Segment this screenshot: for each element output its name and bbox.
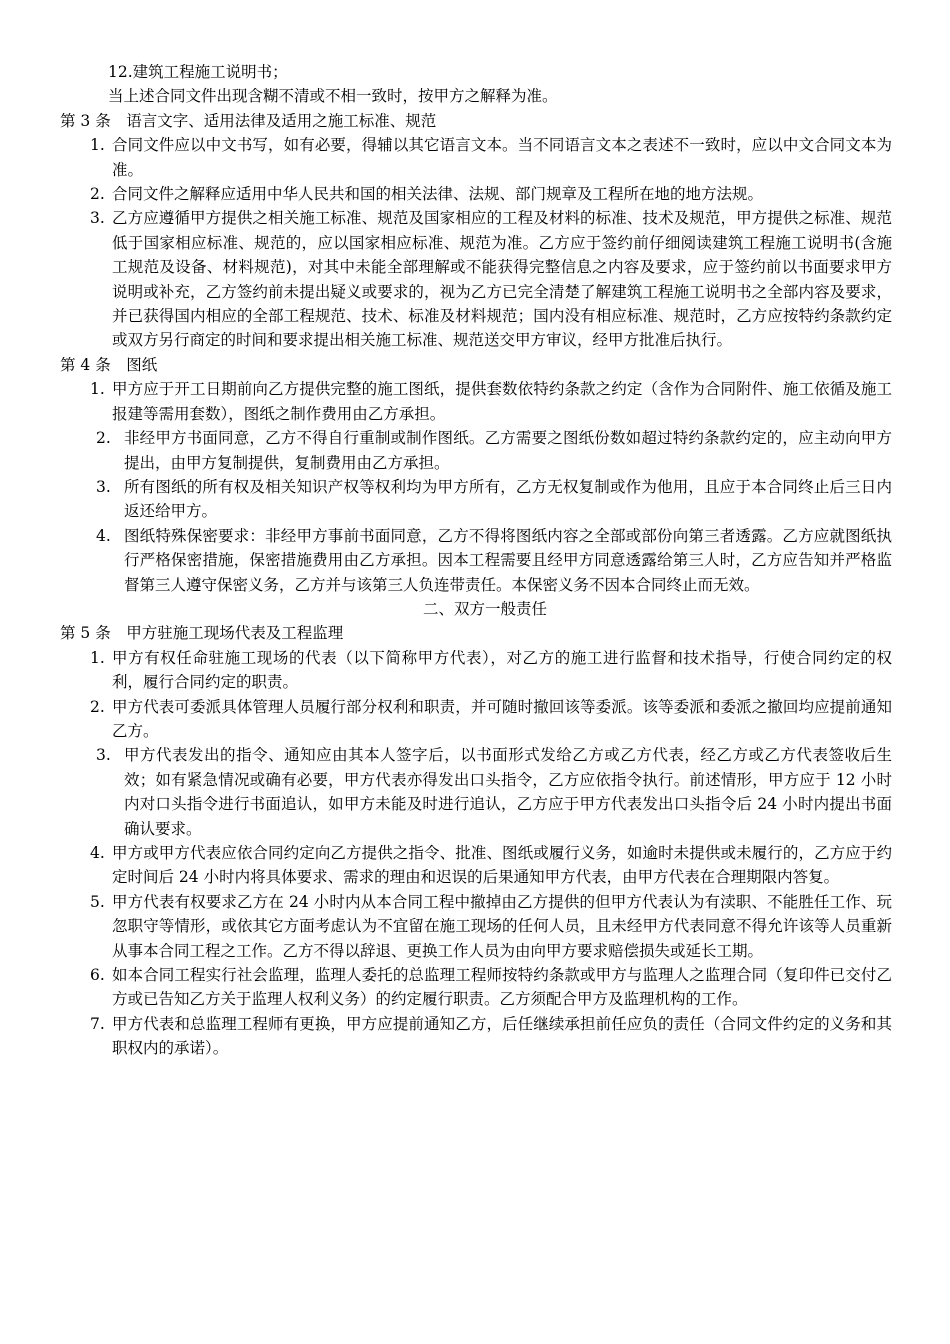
list-item bbox=[0, 133, 950, 182]
item-text: 甲方或甲方代表应依合同约定向乙方提供之指令、批准、图纸或履行义务，如逾时未提供或未履行的，乙方应于约定时间后 24 小时内将具体要求、需求的理由和迟误的后果通知甲方代表，由甲方代表在合理期限内答复。 bbox=[112, 844, 892, 887]
item-number: 2. bbox=[96, 429, 111, 448]
preamble-line: 当上述合同文件出现含糊不清或不相一致时，按甲方之解释为准。 bbox=[108, 87, 558, 106]
list-item bbox=[0, 475, 950, 524]
list-item bbox=[0, 646, 950, 695]
item-number: 4. bbox=[96, 526, 111, 545]
list-item bbox=[0, 182, 950, 206]
item-text: 如本合同工程实行社会监理，监理人委托的总监理工程师按特约条款或甲方与监理人之监理合同（复印件已交付乙方或已告知乙方关于监理人权利义务）的约定履行职责。乙方须配合甲方及监理机构的工作。 bbox=[112, 966, 892, 1009]
list-item bbox=[0, 1012, 950, 1061]
article-4-heading: 第 4 条 图纸 bbox=[60, 355, 158, 374]
item-number: 1. bbox=[90, 648, 105, 667]
list-item bbox=[0, 890, 950, 963]
item-number: 1. bbox=[90, 136, 105, 155]
item-text: 甲方有权任命驻施工现场的代表（以下简称甲方代表），对乙方的施工进行监督和技术指导，行使合同约定的权利，履行合同约定的职责。 bbox=[112, 648, 892, 692]
item-number: 2. bbox=[90, 185, 105, 204]
item-text: 甲方应于开工日期前向乙方提供完整的施工图纸，提供套数依特约条款之约定（含作为合同附件、施工依循及施工报建等需用套数），图纸之制作费用由乙方承担。 bbox=[112, 380, 892, 423]
preamble-line: 12.建筑工程施工说明书； bbox=[108, 63, 288, 81]
item-text: 所有图纸的所有权及相关知识产权等权利均为甲方所有，乙方无权复制或作为他用，且应于本合同终止后三日内返还给甲方。 bbox=[124, 477, 892, 521]
item-number: 3. bbox=[96, 746, 111, 765]
list-item bbox=[0, 695, 950, 744]
item-number: 3. bbox=[96, 477, 111, 496]
article-5-heading: 第 5 条 甲方驻施工现场代表及工程监理 bbox=[60, 624, 344, 643]
item-number: 3. bbox=[90, 209, 105, 228]
item-number: 6. bbox=[90, 966, 105, 985]
item-text: 甲方代表发出的指令、通知应由其本人签字后，以书面形式发给乙方或乙方代表，经乙方或乙方代表签收后生效；如有紧急情况或确有必要，甲方代表亦得发出口头指令，乙方应依指令执行。前述情形，甲方应于 12 小时内对口头指令进行书面追认，如甲方未能及时进行追认，乙方应于甲方代表发出口头指令后 24 小时内提出书面确认要求。 bbox=[124, 746, 892, 838]
item-text: 甲方代表有权要求乙方在 24 小时内从本合同工程中撤掉由乙方提供的但甲方代表认为有渎职、不能胜任工作、玩忽职守等情形，或依其它方面考虑认为不宜留在施工现场的任何人员，且未经甲方代表同意不得允许该等人员重新从事本合同工程之工作。乙方不得以辞退、更换工作人员为由向甲方要求赔偿损失或延长工期。 bbox=[112, 892, 892, 960]
list-item bbox=[0, 841, 950, 890]
list-item bbox=[0, 743, 950, 841]
item-number: 2. bbox=[90, 697, 105, 716]
item-number: 4. bbox=[90, 844, 105, 862]
item-number: 7. bbox=[90, 1014, 105, 1033]
chapter-title: 二、双方一般责任 bbox=[422, 599, 547, 618]
item-number: 1. bbox=[90, 380, 105, 399]
item-text: 甲方代表可委派具体管理人员履行部分权利和职责，并可随时撤回该等委派。该等委派和委派之撤回均应提前通知乙方。 bbox=[112, 697, 892, 740]
item-number: 5. bbox=[90, 892, 105, 911]
list-item bbox=[0, 377, 950, 426]
article-3-heading: 第 3 条 语言文字、适用法律及适用之施工标准、规范 bbox=[60, 111, 437, 130]
item-text: 甲方代表和总监理工程师有更换，甲方应提前通知乙方，后任继续承担前任应负的责任（合同文件约定的义务和其职权内的承诺）。 bbox=[112, 1014, 892, 1058]
list-item bbox=[0, 524, 950, 597]
list-item bbox=[0, 206, 950, 352]
item-text: 非经甲方书面同意，乙方不得自行重制或制作图纸。乙方需要之图纸份数如超过特约条款约定的，应主动向甲方提出，由甲方复制提供，复制费用由乙方承担。 bbox=[124, 429, 892, 472]
list-item bbox=[0, 426, 950, 475]
list-item bbox=[0, 963, 950, 1012]
item-text: 合同文件应以中文书写，如有必要，得辅以其它语言文本。当不同语言文本之表述不一致时，应以中文合同文本为准。 bbox=[112, 136, 892, 179]
item-text: 合同文件之解释应适用中华人民共和国的相关法律、法规、部门规章及工程所在地的地方法规。 bbox=[112, 185, 764, 204]
item-text: 乙方应遵循甲方提供之相关施工标准、规范及国家相应的工程及材料的标准、技术及规范，甲方提供之标准、规范低于国家相应标准、规范的，应以国家相应标准、规范为准。乙方应于签约前仔细阅读建筑工程施工说明书(含施工规范及设备、材料规范)，对其中未能全部理解或不能获得完整信息之内容及要求，应于签约前以书面要求甲方说明或补充，乙方签约前未提出疑义或要求的，视为乙方已完全清楚了解建筑工程施工说明书之全部内容及要求，并已获得国内相应的全部工程规范、技术、标准及材料规范；国内没有相应标准、规范时，乙方应按特约条款约定或双方另行商定的时间和要求提出相关施工标准、规范送交甲方审议，经甲方批准后执行。 bbox=[112, 209, 892, 350]
contract-page bbox=[0, 60, 950, 1061]
item-text: 图纸特殊保密要求：非经甲方事前书面同意，乙方不得将图纸内容之全部或部份向第三者透露。乙方应就图纸执行严格保密措施，保密措施费用由乙方承担。因本工程需要且经甲方同意透露给第三人时，乙方应告知并严格监督第三人遵守保密义务，乙方并与该第三人负连带责任。本保密义务不因本合同终止而无效。 bbox=[124, 526, 892, 594]
